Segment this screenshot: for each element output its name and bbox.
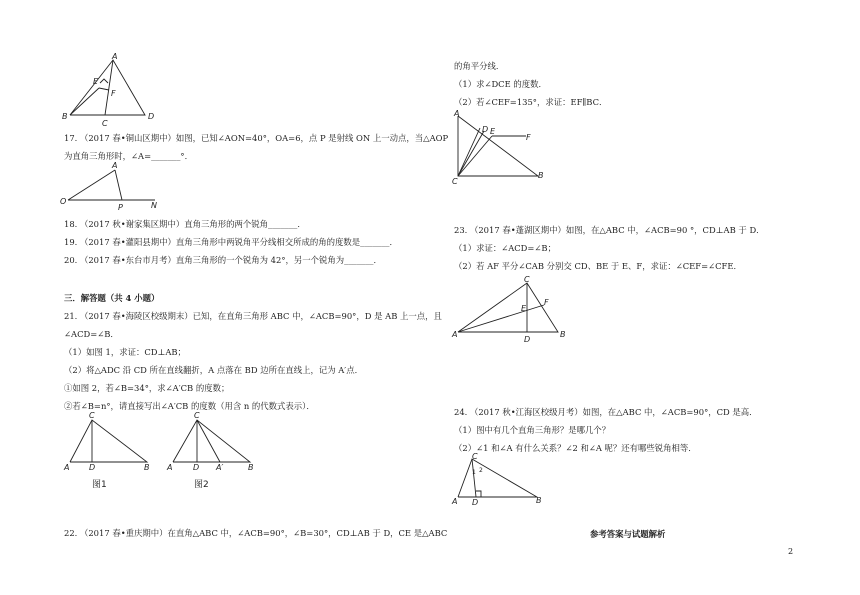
svg-text:O: O xyxy=(60,197,67,206)
q19: 19. （2017 春•灌阳县期中）直角三角形中两锐角平分线相交所成的角的度数是_______． xyxy=(64,237,398,247)
figure-2-caption: 图2 xyxy=(194,480,209,490)
q21-line4: （2）将△ADC 沿 CD 所在直线翻折，A 点落在 BD 边所在直线上，记为 A′点． xyxy=(64,365,363,375)
svg-text:C: C xyxy=(102,119,108,128)
svg-text:1: 1 xyxy=(472,469,476,476)
svg-text:A: A xyxy=(112,161,118,170)
svg-text:N: N xyxy=(151,201,157,210)
figure-q22 xyxy=(450,108,560,186)
answer-title: 参考答案与试题解析 xyxy=(590,529,666,539)
svg-text:A: A xyxy=(454,109,460,118)
svg-text:2: 2 xyxy=(479,467,483,474)
q22-part2: （2）若∠CEF=135°，求证：EF∥BC． xyxy=(454,97,608,107)
q24-line3: （2）∠1 和∠A 有什么关系？∠2 和∠A 呢？还有哪些锐角相等． xyxy=(454,443,697,453)
svg-text:B: B xyxy=(144,463,150,472)
svg-text:E: E xyxy=(490,127,496,136)
figure-1-caption: 图1 xyxy=(92,480,107,490)
svg-text:D: D xyxy=(193,463,200,472)
page-number: 2 xyxy=(788,547,794,556)
svg-text:B: B xyxy=(538,171,544,180)
q21-line6: ②若∠B=n°，请直接写出∠A′CB 的度数（用含 n 的代数式表示）． xyxy=(64,401,315,411)
svg-text:B: B xyxy=(536,496,542,505)
svg-text:C: C xyxy=(524,275,530,284)
q22-part1: （1）求∠DCE 的度数． xyxy=(454,79,547,89)
figure-2 xyxy=(165,410,265,470)
svg-text:B: B xyxy=(248,463,254,472)
svg-text:A: A xyxy=(167,463,173,472)
svg-text:D: D xyxy=(482,125,489,134)
figure-1 xyxy=(62,410,162,470)
q20: 20. （2017 春•东台市月考）直角三角形的一个锐角为 42°，另一个锐角为_______． xyxy=(64,255,382,265)
q21-line2: ∠ACD=∠B． xyxy=(64,329,119,339)
q23-line1: 23. （2017 春•蓬湖区期中）如图，在△ABC 中，∠ACB=90 °，CD⊥AB 于 D． xyxy=(454,225,765,235)
svg-text:D: D xyxy=(524,335,531,344)
svg-text:A: A xyxy=(452,330,458,339)
figure-q17 xyxy=(60,160,170,210)
svg-text:C: C xyxy=(472,452,478,461)
svg-text:F: F xyxy=(526,133,531,142)
q17-line2: 为直角三角形时，∠A=_______°． xyxy=(64,151,193,161)
q23-line2: （1）求证：∠ACD=∠B； xyxy=(454,243,556,253)
svg-text:E: E xyxy=(93,77,99,86)
q22-line1: 22. （2017 春•重庆期中）在直角△ABC 中，∠ACB=90°，∠B=30°，CD⊥AB 于 D，CE 是△ABC xyxy=(64,528,448,538)
q24-line2: （1）图中有几个直角三角形？是哪几个？ xyxy=(454,425,611,435)
svg-text:P: P xyxy=(118,203,123,212)
figure-q24 xyxy=(452,452,552,512)
svg-text:D: D xyxy=(148,112,155,121)
svg-text:C: C xyxy=(452,177,458,186)
q18: 18. （2017 秋•谢家集区期中）直角三角形的两个锐角_______． xyxy=(64,219,306,229)
svg-text:F: F xyxy=(111,89,116,98)
q24-line1: 24. （2017 秋•江海区校级月考）如图，在△ABC 中，∠ACB=90°，CD 是高． xyxy=(454,407,758,417)
svg-text:A: A xyxy=(452,497,458,506)
svg-text:F: F xyxy=(544,298,549,307)
q21-line1: 21. （2017 春•海陵区校级期末）已知，在直角三角形 ABC 中，∠ACB=90°，D 是 AB 上一点，且 xyxy=(64,311,442,321)
svg-text:B: B xyxy=(62,112,68,121)
figure-q23 xyxy=(452,275,592,345)
svg-text:A: A xyxy=(64,463,70,472)
q21-line3: （1）如图 1，求证：CD⊥AB； xyxy=(64,347,186,357)
figure-top-triangle xyxy=(60,52,170,128)
q17-line1: 17. （2017 春•铜山区期中）如图，已知∠AON=40°，OA=6，点 P 是射线 ON 上一动点，当△AOP xyxy=(64,133,449,143)
q22-cont: 的角平分线． xyxy=(454,61,505,71)
svg-text:B: B xyxy=(560,330,566,339)
section-title: 三．解答题（共 4 小题） xyxy=(64,293,160,303)
q21-line5: ①如图 2，若∠B=34°，求∠A′CB 的度数； xyxy=(64,383,230,393)
label: A xyxy=(112,52,118,61)
svg-text:D: D xyxy=(472,498,479,507)
svg-text:C: C xyxy=(194,411,200,420)
q23-line3: （2）若 AF 平分∠CAB 分别交 CD、BE 于 E、F，求证：∠CEF=∠CFE． xyxy=(454,261,742,271)
svg-text:E: E xyxy=(521,304,527,313)
svg-text:A′: A′ xyxy=(216,463,224,472)
svg-text:D: D xyxy=(89,463,96,472)
svg-text:C: C xyxy=(89,411,95,420)
